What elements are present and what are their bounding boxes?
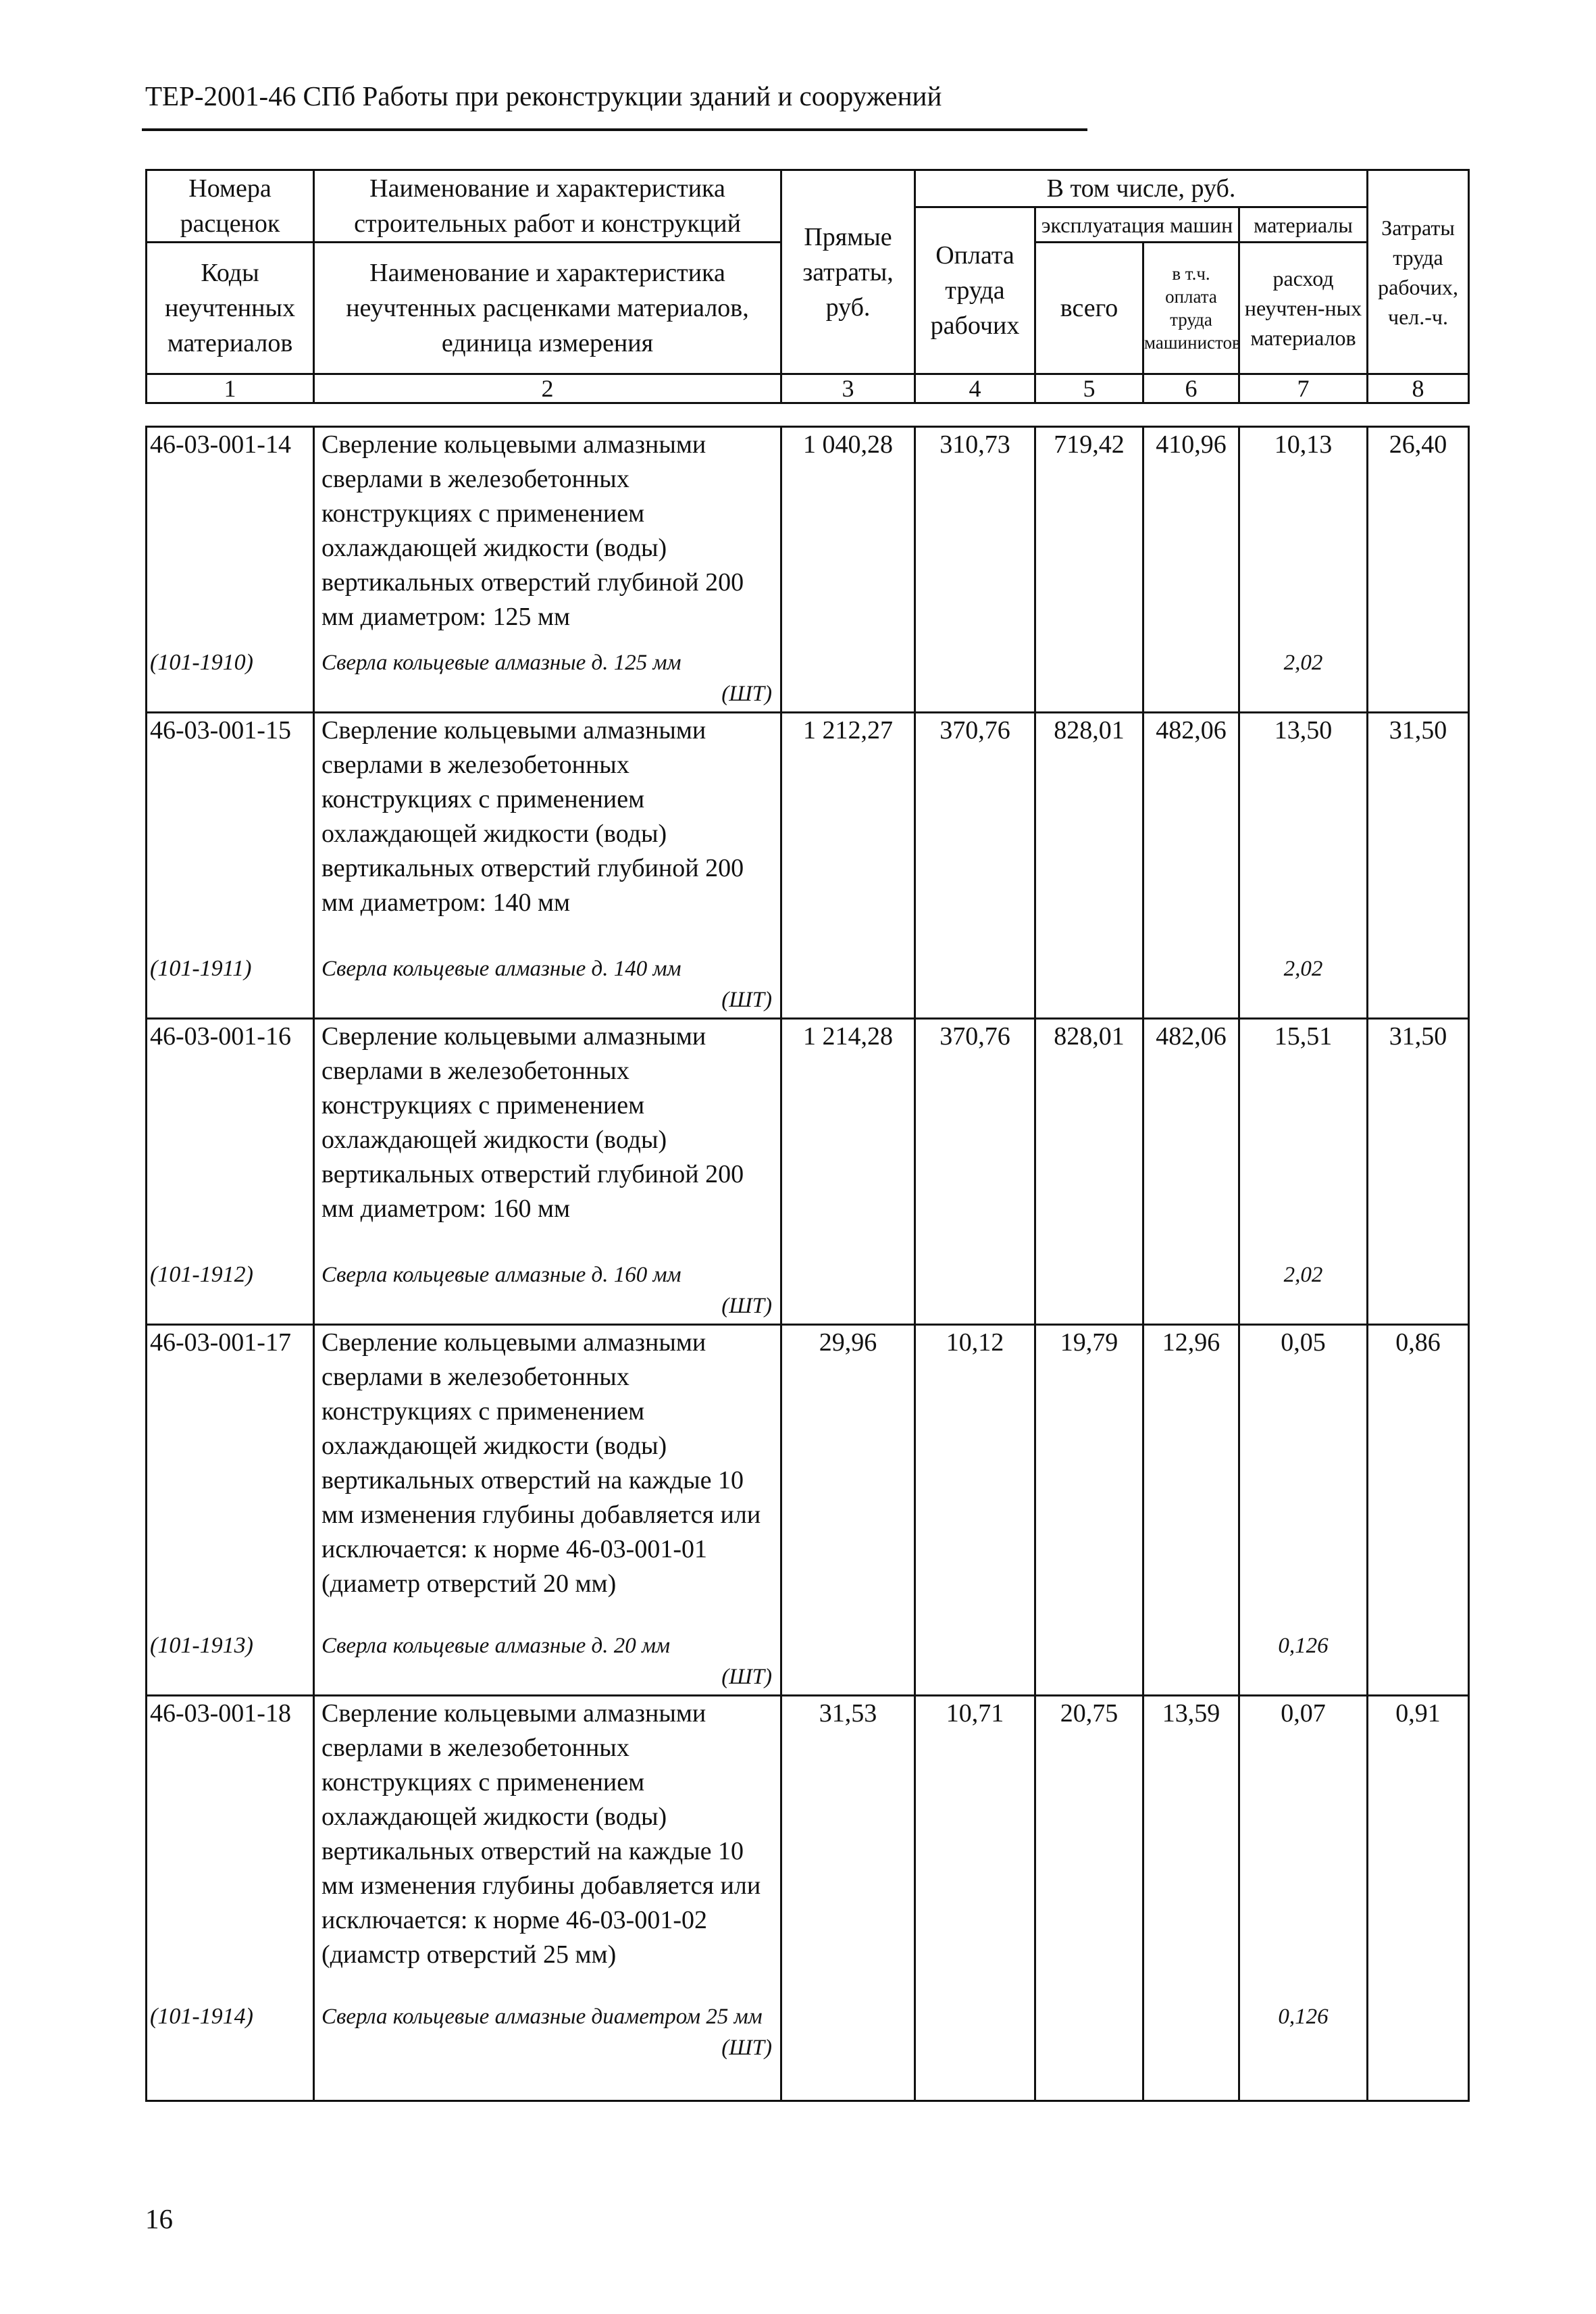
- header-worker-pay: Оплата труда рабочих: [915, 207, 1035, 374]
- column-number: 4: [915, 374, 1035, 403]
- material-name: Сверла кольцевые алмазные д. 140 мм: [321, 956, 681, 981]
- direct-costs: 1 040,28: [781, 427, 915, 647]
- rate-description: Сверление кольцевыми алмазными сверлами в железобетонных конструкциях с применением охлаждающей жидкости (воды) вертикальных отверстий глубиной 200 мм диаметром: 160 мм: [314, 1019, 781, 1259]
- material-quantity: 2,02: [1239, 953, 1368, 1019]
- operator-pay: 13,59: [1143, 1696, 1239, 2001]
- operator-pay: 482,06: [1143, 713, 1239, 953]
- machines-total: 719,42: [1035, 427, 1143, 647]
- operator-pay: 410,96: [1143, 427, 1239, 647]
- material-code: (101-1913): [147, 1630, 314, 1696]
- worker-pay: 10,12: [915, 1325, 1035, 1630]
- rate-row: [147, 1325, 1469, 1630]
- column-number: 8: [1368, 374, 1469, 403]
- column-number: 5: [1035, 374, 1143, 403]
- header-material-name: Наименование и характеристика неучтенных расценками материалов, единица измерения: [314, 243, 781, 374]
- page-number: 16: [145, 2203, 173, 2234]
- column-number: 6: [1143, 374, 1239, 403]
- rate-description: Сверление кольцевыми алмазными сверлами в железобетонных конструкциях с применением охлаждающей жидкости (воды) вертикальных отверстий глубиной 200 мм диаметром: 140 мм: [314, 713, 781, 953]
- labor-hours: 26,40: [1368, 427, 1469, 647]
- material-name: Сверла кольцевые алмазные диаметром 25 мм: [321, 2004, 763, 2029]
- materials-cost: 0,07: [1239, 1696, 1368, 2001]
- header-direct-costs: Прямые затраты, руб.: [781, 170, 915, 374]
- labor-hours: 0,91: [1368, 1696, 1469, 2001]
- column-number: 3: [781, 374, 915, 403]
- rate-code: 46-03-001-18: [147, 1696, 314, 2001]
- material-name: Сверла кольцевые алмазные д. 20 мм: [321, 1633, 671, 1658]
- labor-hours: 0,86: [1368, 1325, 1469, 1630]
- rate-code: 46-03-001-16: [147, 1019, 314, 1259]
- header-rate-number: Номера расценок: [147, 170, 314, 243]
- material-code: (101-1912): [147, 1259, 314, 1325]
- header-including: В том числе, руб.: [915, 170, 1368, 207]
- labor-hours: 31,50: [1368, 713, 1469, 953]
- header-material-consumption: расход неучтен-ных материалов: [1239, 243, 1368, 374]
- material-unit: (ШТ): [721, 987, 772, 1012]
- direct-costs: 1 214,28: [781, 1019, 915, 1259]
- material-row: [147, 2001, 1469, 2101]
- material-name: Сверла кольцевые алмазные д. 125 мм: [321, 650, 681, 675]
- machines-total: 20,75: [1035, 1696, 1143, 2001]
- materials-cost: 0,05: [1239, 1325, 1368, 1630]
- machines-total: 19,79: [1035, 1325, 1143, 1630]
- column-number: 7: [1239, 374, 1368, 403]
- header-labor-hours: Затраты труда рабочих, чел.-ч.: [1368, 170, 1469, 374]
- rate-row: [147, 1019, 1469, 1259]
- rate-code: 46-03-001-14: [147, 427, 314, 647]
- header-material-codes: Коды неучтенных материалов: [147, 243, 314, 374]
- material-code: (101-1911): [147, 953, 314, 1019]
- material-unit: (ШТ): [721, 681, 772, 706]
- rate-description: Сверление кольцевыми алмазными сверлами в железобетонных конструкциях с применением охлаждающей жидкости (воды) вертикальных отверстий на каждые 10 мм изменения глубины добавляется или исключается: к норме 46-03-001-02 (диамстр отверстий 25 мм): [314, 1696, 781, 2001]
- rate-code: 46-03-001-15: [147, 713, 314, 953]
- material-unit: (ШТ): [721, 2035, 772, 2060]
- rate-row: [147, 1696, 1469, 2001]
- materials-cost: 10,13: [1239, 427, 1368, 647]
- rate-description: Сверление кольцевыми алмазными сверлами в железобетонных конструкциях с применением охлаждающей жидкости (воды) вертикальных отверстий на каждые 10 мм изменения глубины добавляется или исключается: к норме 46-03-001-01 (диаметр отверстий 20 мм): [314, 1325, 781, 1630]
- labor-hours: 31,50: [1368, 1019, 1469, 1259]
- material-name: Сверла кольцевые алмазные д. 160 мм: [321, 1262, 681, 1287]
- material-row: [147, 647, 1469, 713]
- header-materials: материалы: [1239, 207, 1368, 243]
- worker-pay: 370,76: [915, 1019, 1035, 1259]
- table-header: [145, 169, 1470, 404]
- material-quantity: 2,02: [1239, 647, 1368, 713]
- material-row: [147, 1630, 1469, 1696]
- rate-row: [147, 427, 1469, 647]
- rates-table: [145, 426, 1470, 2102]
- material-code: (101-1910): [147, 647, 314, 713]
- title-underline: [142, 128, 1087, 131]
- direct-costs: 29,96: [781, 1325, 915, 1630]
- document-title: ТЕР-2001-46 СПб Работы при реконструкции зданий и сооружений: [145, 80, 942, 111]
- header-work-name: Наименование и характеристика строительных работ и конструкций: [314, 170, 781, 243]
- machines-total: 828,01: [1035, 1019, 1143, 1259]
- machines-total: 828,01: [1035, 713, 1143, 953]
- material-quantity: 0,126: [1239, 1630, 1368, 1696]
- rate-description: Сверление кольцевыми алмазными сверлами в железобетонных конструкциях с применением охлаждающей жидкости (воды) вертикальных отверстий глубиной 200 мм диаметром: 125 мм: [314, 427, 781, 647]
- rate-code: 46-03-001-17: [147, 1325, 314, 1630]
- material-row: [147, 953, 1469, 1019]
- column-numbers-row: [147, 374, 1469, 403]
- direct-costs: 31,53: [781, 1696, 915, 2001]
- materials-cost: 13,50: [1239, 713, 1368, 953]
- materials-cost: 15,51: [1239, 1019, 1368, 1259]
- material-unit: (ШТ): [721, 1293, 772, 1318]
- material-unit: (ШТ): [721, 1664, 772, 1689]
- column-number: 1: [147, 374, 314, 403]
- rate-row: [147, 713, 1469, 953]
- column-number: 2: [314, 374, 781, 403]
- worker-pay: 10,71: [915, 1696, 1035, 2001]
- material-quantity: 2,02: [1239, 1259, 1368, 1325]
- operator-pay: 482,06: [1143, 1019, 1239, 1259]
- material-quantity: 0,126: [1239, 2001, 1368, 2101]
- material-code: (101-1914): [147, 2001, 314, 2101]
- header-operator-pay: в т.ч. оплата труда машинистов: [1143, 243, 1239, 374]
- operator-pay: 12,96: [1143, 1325, 1239, 1630]
- header-machine-operation: эксплуатация машин: [1035, 207, 1239, 243]
- worker-pay: 370,76: [915, 713, 1035, 953]
- direct-costs: 1 212,27: [781, 713, 915, 953]
- worker-pay: 310,73: [915, 427, 1035, 647]
- header-machines-total: всего: [1035, 243, 1143, 374]
- material-row: [147, 1259, 1469, 1325]
